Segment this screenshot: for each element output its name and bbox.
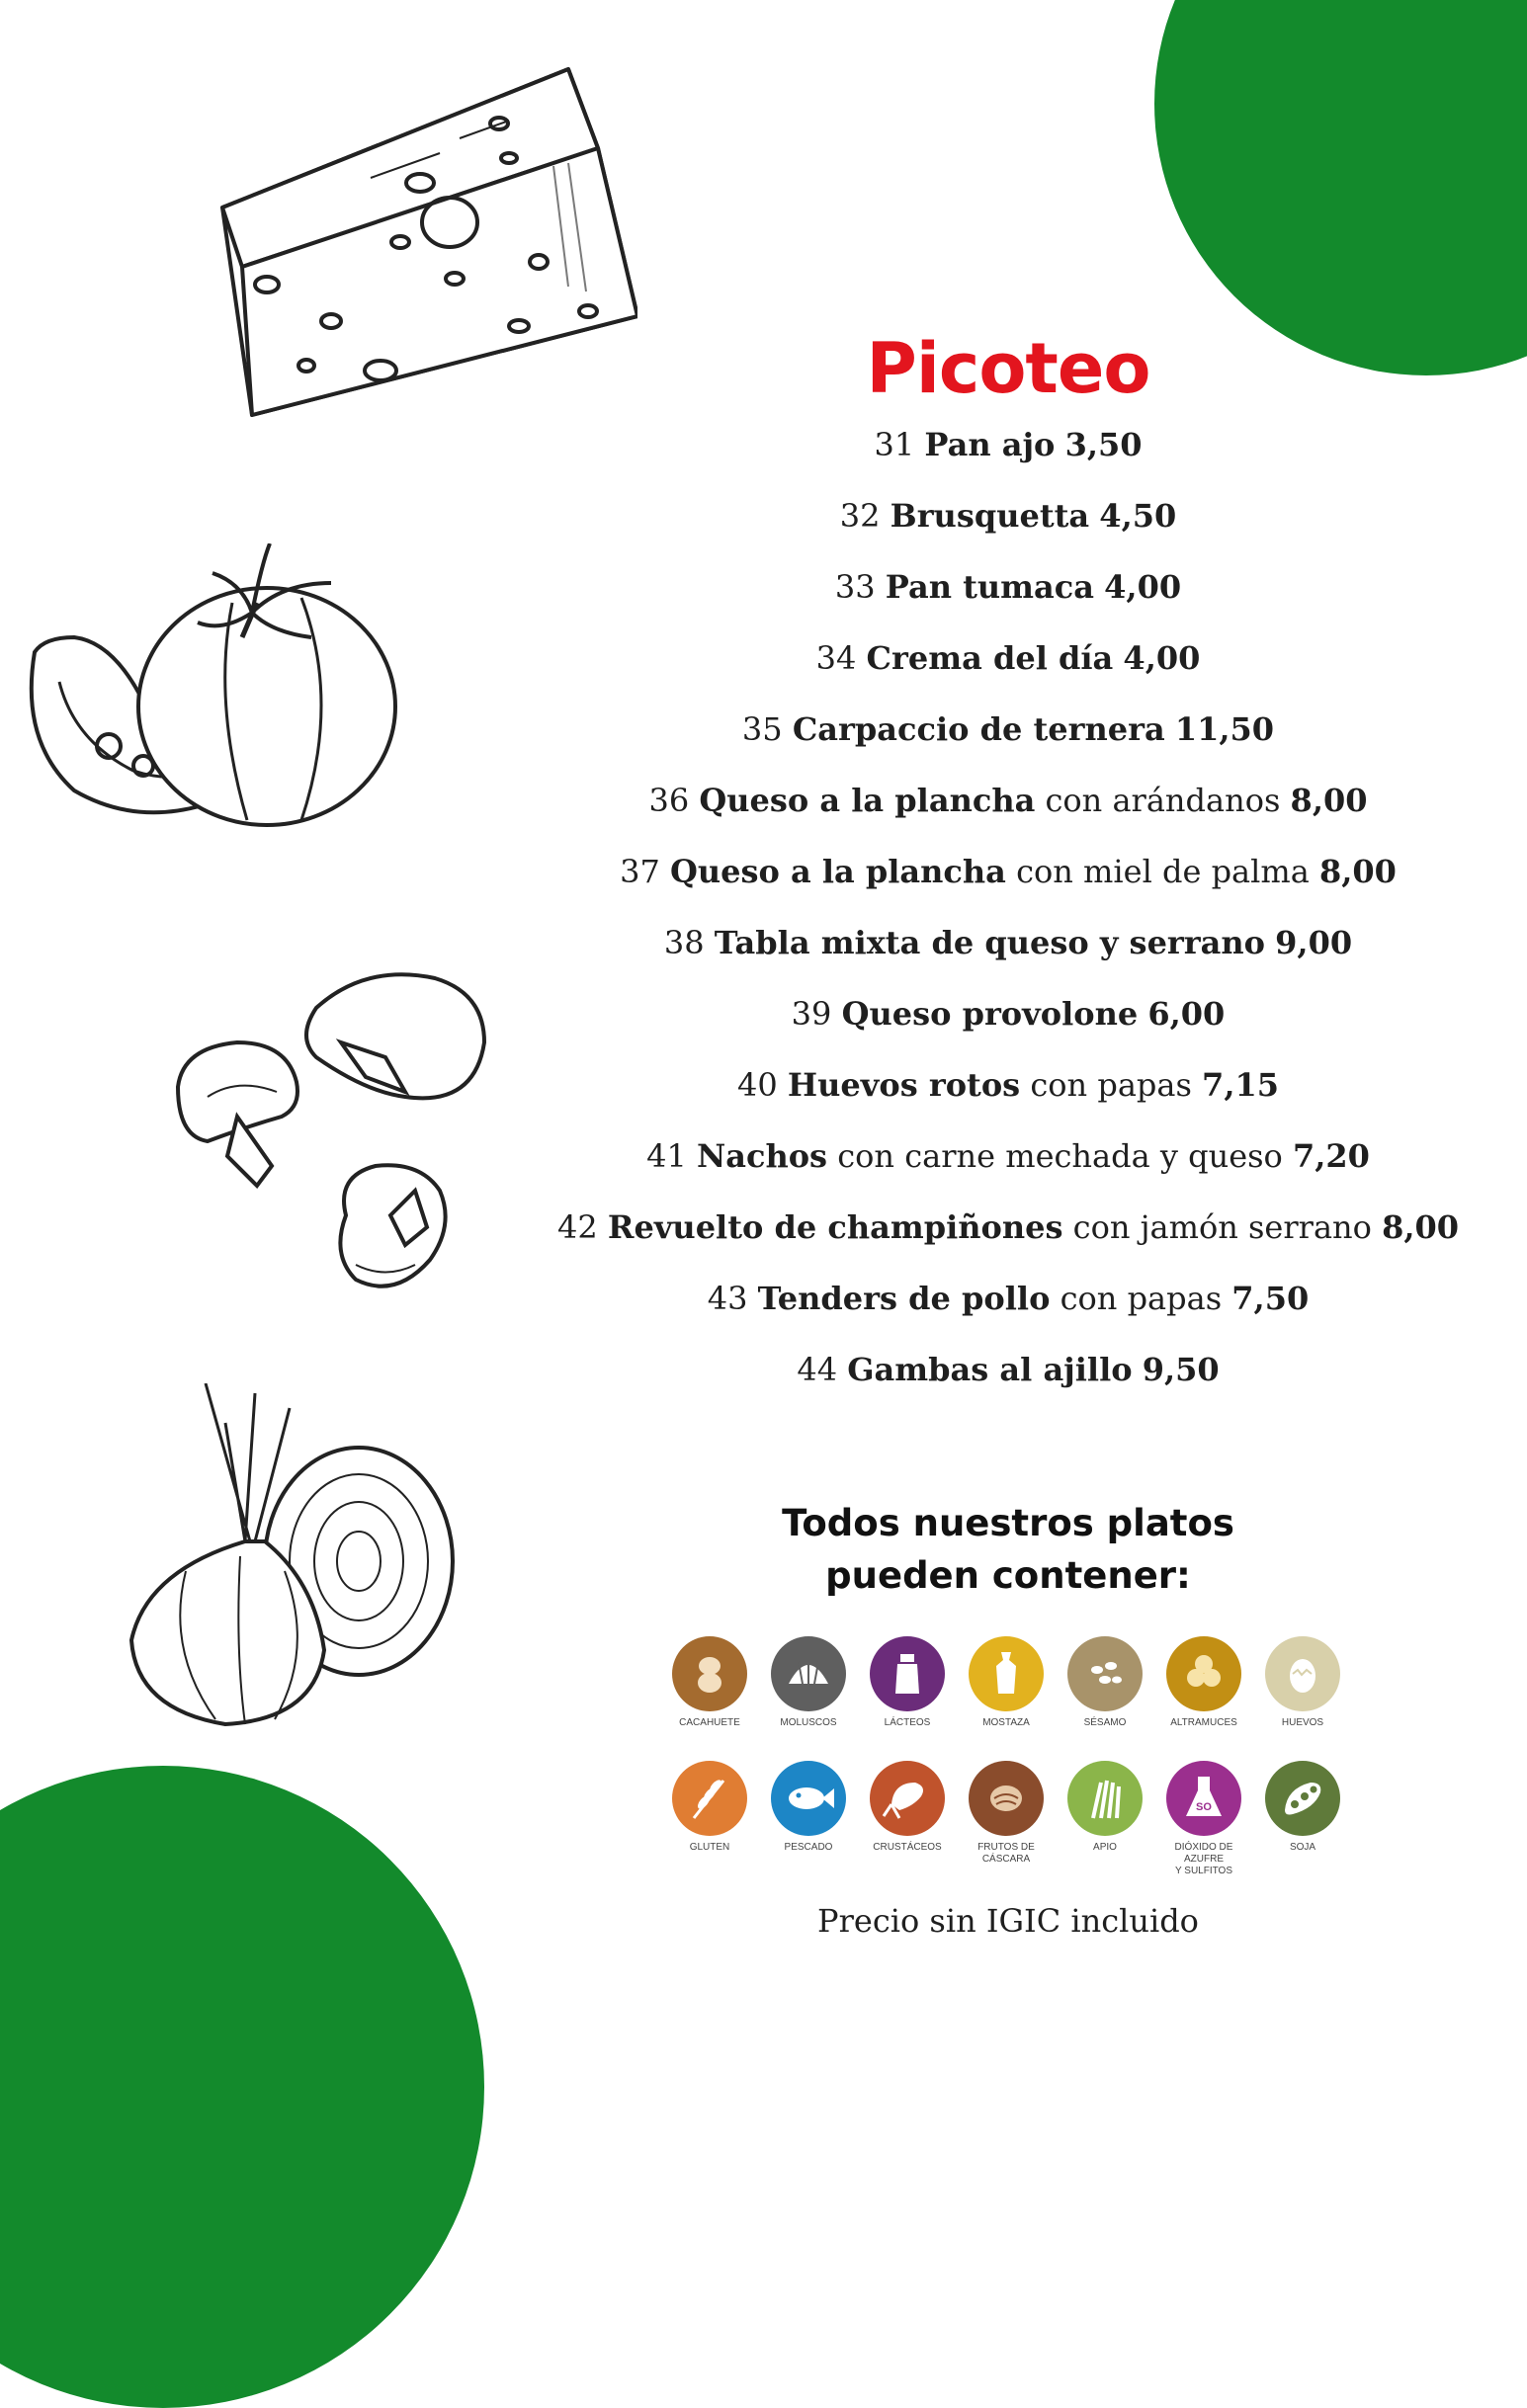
menu-item [465,913,1527,984]
allergen-label: DIÓXIDO DE AZUFRE Y SULFITOS [1174,1842,1233,1876]
item-price: 7,15 [1202,1066,1279,1104]
decorative-green-circle-top [1154,0,1527,375]
menu-item [465,557,1527,628]
item-number: 35 [741,710,783,748]
item-name: Revuelto de champiñones [607,1208,1063,1246]
menu-item [465,1269,1527,1340]
item-number: 44 [797,1351,838,1388]
menu-item [465,1340,1527,1411]
price-note: Precio sin IGIC incluido [817,1902,1199,1940]
allergen-label: MOSTAZA [982,1717,1030,1728]
menu-list [465,415,1527,1411]
item-name: Queso a la plancha [699,782,1036,819]
menu-item [465,771,1527,842]
nuts-icon [969,1761,1044,1836]
allergen-label: LÁCTEOS [884,1717,931,1728]
allergen-label: CRUSTÁCEOS [873,1842,942,1853]
item-name: Tenders de pollo [757,1280,1051,1317]
allergen-item [759,1636,858,1729]
fish-icon [771,1761,846,1836]
cheese-illustration [212,59,637,435]
menu-item [465,486,1527,557]
item-price: 9,00 [1275,924,1353,961]
allergen-label: FRUTOS DE CÁSCARA [977,1842,1035,1865]
allergen-label: SÉSAMO [1083,1717,1127,1728]
shell-icon [771,1636,846,1711]
allergen-grid [660,1636,1352,1885]
item-price: 4,50 [1099,497,1177,535]
allergen-heading [761,1497,1255,1602]
allergen-row [660,1636,1352,1761]
allergen-item [1253,1761,1352,1854]
allergen-heading-line1: Todos nuestros platos [782,1502,1234,1544]
onion-illustration [127,1383,463,1729]
celery-icon [1067,1761,1143,1836]
mustard-icon [969,1636,1044,1711]
item-price: 4,00 [1123,639,1201,677]
item-number: 34 [815,639,857,677]
allergen-item [1056,1636,1154,1729]
allergen-item [858,1761,957,1854]
item-name: Pan tumaca [885,568,1094,606]
allergen-item [759,1761,858,1854]
item-price: 8,00 [1382,1208,1460,1246]
item-number: 41 [646,1137,687,1175]
item-price: 8,00 [1290,782,1368,819]
allergen-label: CACAHUETE [679,1717,740,1728]
item-name: Huevos rotos [787,1066,1021,1104]
item-name: Gambas al ajillo [847,1351,1133,1388]
allergen-item [660,1636,759,1729]
mushrooms-illustration [168,968,504,1324]
wheat-icon [672,1761,747,1836]
menu-item [465,628,1527,700]
item-name: Queso provolone [841,995,1139,1033]
item-number: 31 [874,426,915,463]
item-description: con miel de palma [1016,853,1310,890]
item-price: 4,00 [1104,568,1182,606]
item-number: 36 [648,782,690,819]
allergen-item [858,1636,957,1729]
allergen-label: HUEVOS [1281,1717,1324,1728]
item-name: Nachos [696,1137,828,1175]
decorative-green-circle-bottom [0,1766,484,2408]
menu-item [465,1198,1527,1269]
allergen-heading-line2: pueden contener: [825,1554,1191,1597]
item-name: Brusquetta [890,497,1090,535]
svg-text:SO: SO [1196,1801,1212,1813]
item-description: con papas [1060,1280,1223,1317]
item-price: 9,50 [1142,1351,1220,1388]
item-name: Crema del día [866,639,1114,677]
menu-section-title: Picoteo [866,327,1150,409]
egg-icon [1265,1636,1340,1711]
allergen-label: ALTRAMUCES [1170,1717,1237,1728]
menu-item [465,842,1527,913]
allergen-item [957,1761,1056,1866]
item-number: 33 [834,568,876,606]
sulphite-flask-icon [1166,1761,1241,1836]
item-description: con papas [1030,1066,1192,1104]
item-price: 8,00 [1318,853,1397,890]
menu-item [465,415,1527,486]
allergen-item [1253,1636,1352,1729]
allergen-row [660,1761,1352,1885]
item-name: Queso a la plancha [669,853,1006,890]
allergen-item [1154,1761,1253,1877]
item-name: Tabla mixta de queso y serrano [714,924,1265,961]
tomato-illustration [15,543,400,830]
peanut-icon [672,1636,747,1711]
soy-icon [1265,1761,1340,1836]
allergen-item [1154,1636,1253,1729]
allergen-label: PESCADO [784,1842,833,1853]
item-description: con carne mechada y queso [837,1137,1283,1175]
menu-item [465,1126,1527,1198]
item-number: 39 [791,995,832,1033]
allergen-item [1056,1761,1154,1854]
item-number: 37 [620,853,660,890]
item-number: 40 [737,1066,778,1104]
shrimp-icon [870,1761,945,1836]
allergen-label: APIO [1093,1842,1117,1853]
item-name: Pan ajo [924,426,1056,463]
menu-item [465,1055,1527,1126]
item-name: Carpaccio de ternera [792,710,1165,748]
menu-item [465,700,1527,771]
item-price: 7,50 [1231,1280,1310,1317]
allergen-label: GLUTEN [689,1842,730,1853]
sesame-icon [1067,1636,1143,1711]
lupin-icon [1166,1636,1241,1711]
allergen-item [660,1761,759,1854]
item-number: 38 [663,924,705,961]
menu-item [465,984,1527,1055]
allergen-label: MOLUSCOS [780,1717,837,1728]
item-number: 32 [839,497,881,535]
item-description: con arándanos [1045,782,1281,819]
item-price: 7,20 [1292,1137,1370,1175]
item-description: con jamón serrano [1072,1208,1372,1246]
item-number: 42 [556,1208,598,1246]
allergen-item [957,1636,1056,1729]
item-price: 11,50 [1174,710,1275,748]
milk-bottle-icon [870,1636,945,1711]
item-price: 3,50 [1064,426,1143,463]
allergen-label: SOJA [1289,1842,1316,1853]
item-price: 6,00 [1147,995,1226,1033]
item-number: 43 [707,1280,748,1317]
